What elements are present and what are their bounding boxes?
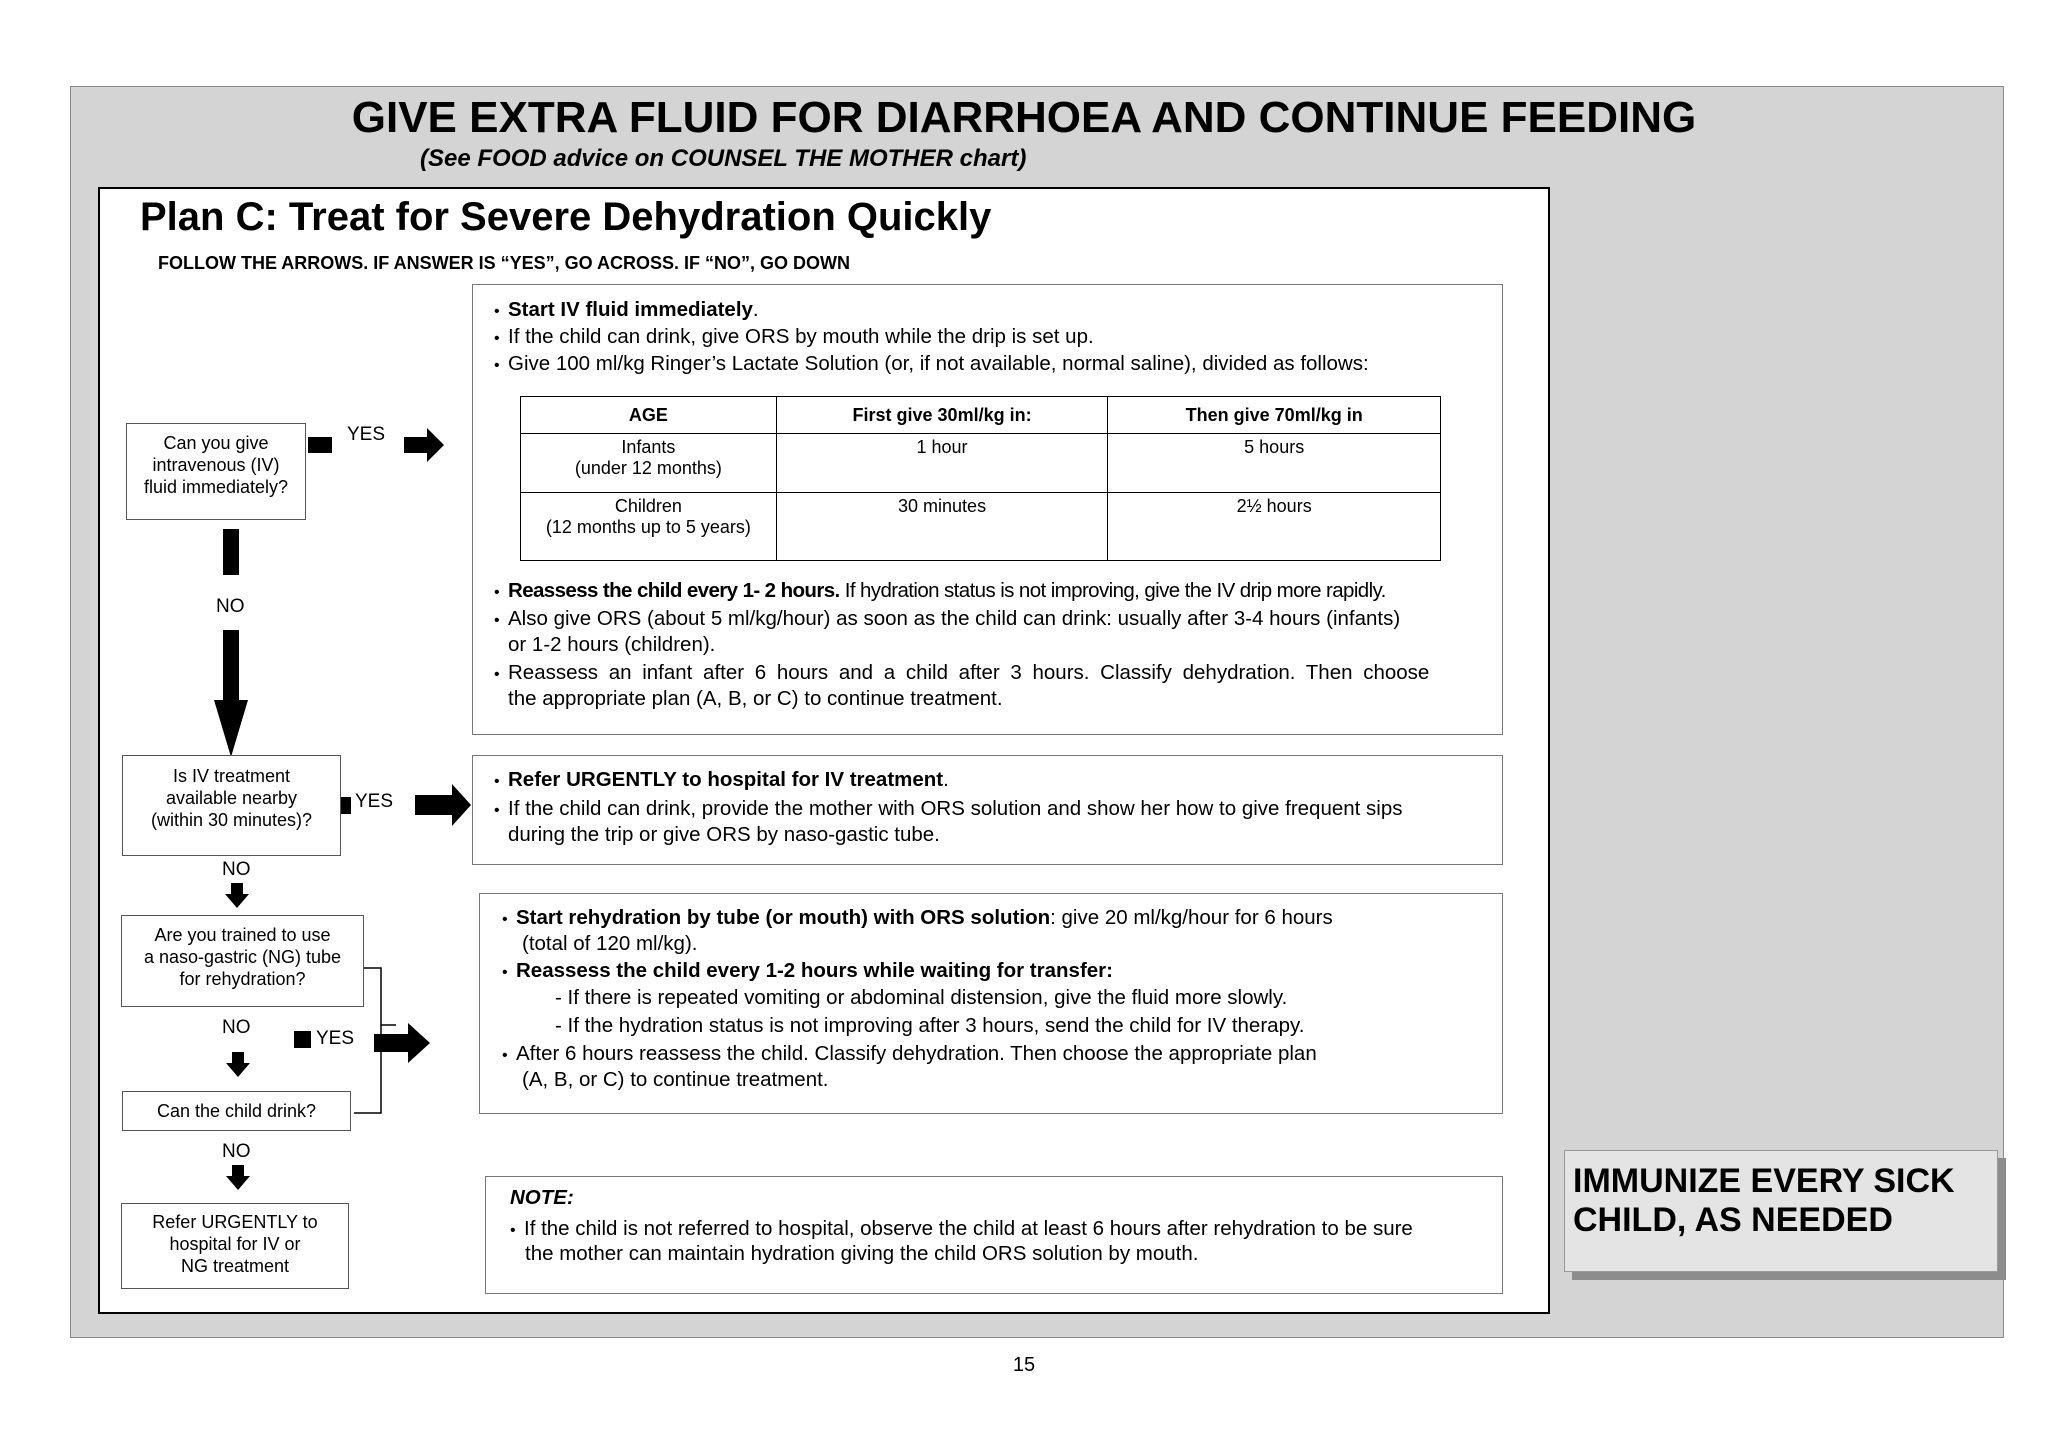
- no-bar-q1: [223, 529, 239, 575]
- no-label-q1: NO: [216, 596, 245, 617]
- iv-bullet-3: • Give 100 ml/kg Ringer’s Lactate Solution (or, if not available, normal saline), divided as follows:: [494, 352, 1369, 375]
- yes-marker-q2: [341, 797, 351, 814]
- no-label-q3: NO: [222, 1017, 251, 1038]
- no-label-q4: NO: [222, 1141, 251, 1162]
- reassess-bullet-2-cont: or 1-2 hours (children).: [508, 633, 716, 656]
- page-number: 15: [1012, 1354, 1036, 1376]
- iv-bullet-2: • If the child can drink, give ORS by mouth while the drip is set up.: [494, 325, 1094, 348]
- ng-bullet-3: • After 6 hours reassess the child. Classify dehydration. Then choose the appropriate plan: [502, 1042, 1317, 1065]
- ng-bullet-2: • Reassess the child every 1-2 hours while waiting for transfer:: [502, 959, 1113, 982]
- table-row: Children (12 months up to 5 years) 30 minutes 2½ hours: [521, 493, 1441, 561]
- ng-bullet-1: • Start rehydration by tube (or mouth) with ORS solution: give 20 ml/kg/hour for 6 hours: [502, 906, 1333, 929]
- question-iv-nearby: Is IV treatment available nearby (within 30 minutes)?: [122, 755, 341, 856]
- yes-label-q1: YES: [347, 424, 386, 445]
- refer-urgently-box: Refer URGENTLY to hospital for IV or NG treatment: [121, 1203, 349, 1289]
- immunize-box: IMMUNIZE EVERY SICK CHILD, AS NEEDED: [1564, 1150, 1998, 1272]
- arrow-down-q4: [226, 1165, 250, 1190]
- reassess-bullet-1: • Reassess the child every 1- 2 hours. If hydration status is not improving, give the IV drip more rapidly.: [494, 579, 1386, 602]
- iv-bullet-1: • Start IV fluid immediately.: [494, 298, 759, 321]
- note-bullet-cont: the mother can maintain hydration giving the child ORS solution by mouth.: [525, 1242, 1199, 1265]
- reassess-bullet-3-cont: the appropriate plan (A, B, or C) to continue treatment.: [508, 687, 1003, 710]
- plan-title: Plan C: Treat for Severe Dehydration Quickly: [140, 195, 992, 239]
- table-row: Infants (under 12 months) 1 hour 5 hours: [521, 434, 1441, 493]
- refer-bullet-1: • Refer URGENTLY to hospital for IV treatment.: [494, 768, 949, 791]
- arrow-down-q3: [226, 1052, 250, 1077]
- table-header-then: Then give 70ml/kg in: [1108, 397, 1441, 434]
- arrow-down-q1: [214, 630, 248, 757]
- yes-label-q3: YES: [316, 1028, 355, 1049]
- reassess-bullet-2: • Also give ORS (about 5 ml/kg/hour) as soon as the child can drink: usually after 3-4 hours (infants): [494, 607, 1401, 630]
- ng-bullet-1-cont: (total of 120 ml/kg).: [522, 932, 698, 955]
- ng-bullet-3-cont: (A, B, or C) to continue treatment.: [522, 1068, 829, 1091]
- arrow-right-q1: [404, 428, 444, 462]
- age-fluid-table: [520, 396, 1441, 561]
- ng-sub-1: - If there is repeated vomiting or abdominal distension, give the fluid more slowly.: [555, 986, 1288, 1009]
- page-subtitle: (See FOOD advice on COUNSEL THE MOTHER chart): [420, 145, 1027, 172]
- arrow-down-q2: [225, 883, 249, 908]
- no-label-q2: NO: [222, 859, 251, 880]
- note-bullet: • If the child is not referred to hospital, observe the child at least 6 hours after rehydration to be sure: [510, 1217, 1413, 1240]
- page-title: GIVE EXTRA FLUID FOR DIARRHOEA AND CONTINUE FEEDING: [351, 93, 1697, 142]
- question-iv-immediately: Can you give intravenous (IV) fluid immediately?: [126, 423, 306, 520]
- note-label: NOTE:: [510, 1186, 574, 1209]
- question-ng-trained: Are you trained to use a naso-gastric (NG) tube for rehydration?: [121, 915, 364, 1007]
- arrow-right-q3: [374, 1023, 430, 1063]
- yes-label-q2: YES: [355, 791, 394, 812]
- question-child-drink: Can the child drink?: [122, 1091, 351, 1131]
- yes-marker-q1: [308, 437, 332, 453]
- yes-marker-q3: [294, 1031, 311, 1048]
- ng-sub-2: - If the hydration status is not improving after 3 hours, send the child for IV therapy.: [555, 1014, 1305, 1037]
- refer-bullet-2: • If the child can drink, provide the mother with ORS solution and show her how to give frequent sips: [494, 797, 1403, 820]
- reassess-bullet-3: • Reassess an infant after 6 hours and a child after 3 hours. Classify dehydration. Then choose: [494, 661, 1430, 684]
- table-header-first: First give 30ml/kg in:: [776, 397, 1108, 434]
- table-header-age: AGE: [521, 397, 777, 434]
- arrow-right-q2: [415, 784, 471, 826]
- flow-instructions: FOLLOW THE ARROWS. IF ANSWER IS “YES”, GO ACROSS. IF “NO”, GO DOWN: [158, 253, 850, 273]
- refer-bullet-2-cont: during the trip or give ORS by naso-gastic tube.: [508, 823, 940, 846]
